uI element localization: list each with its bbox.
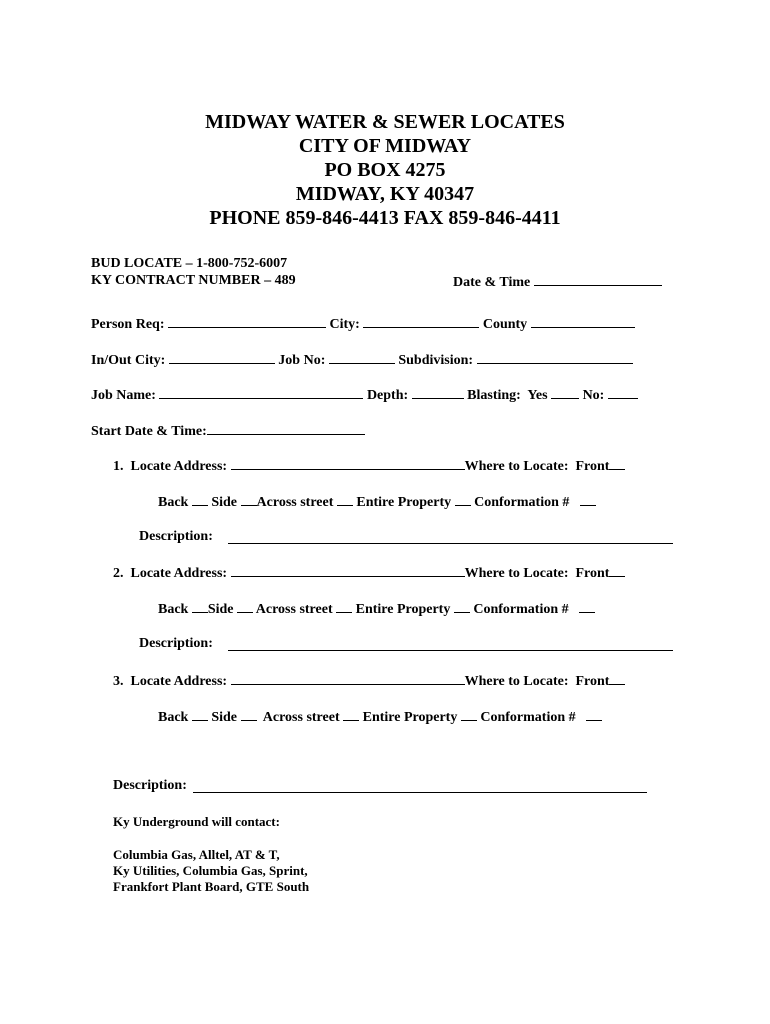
locate-2-options-row [158,600,595,618]
locate-1-entire-field[interactable] [455,493,471,506]
locate-1-side-field[interactable] [241,493,257,506]
locate-2-back-label: Back [158,602,189,617]
locate-3-back-field[interactable] [192,708,208,721]
locate-3-entire-field[interactable] [461,708,477,721]
contacts-line-2: Ky Utilities, Columbia Gas, Sprint, [113,863,308,878]
locate-3-back-label: Back [158,710,189,725]
locate-1-conformation-field[interactable] [580,493,596,506]
ky-contract-line: KY CONTRACT NUMBER – 489 [91,273,296,288]
locate-2-label: 2. Locate Address: [113,566,228,581]
locate-1-address-row [113,457,625,475]
locate-1-conformation-label: Conformation # [474,495,570,510]
depth-field[interactable] [412,386,464,399]
date-time-field[interactable] [534,273,662,286]
header-address: MIDWAY, KY 40347 [295,183,475,205]
locate-2-entire-field[interactable] [454,600,470,613]
locate-1-label: 1. Locate Address: [113,459,228,474]
locate-1-back-label: Back [158,495,189,510]
locate-3-address-field[interactable] [231,672,465,685]
job-name-label: Job Name: [91,388,156,403]
blasting-no-field[interactable] [608,386,638,399]
contacts-line-1: Columbia Gas, Alltel, AT & T, [113,847,280,862]
locate-3-label: 3. Locate Address: [113,674,228,689]
county-label: County [482,317,528,332]
in-out-city-label: In/Out City: [91,353,166,368]
locate-2-across-field[interactable] [336,600,352,613]
locate-3-across-label: Across street [262,710,340,725]
locate-1-address-field[interactable] [231,457,465,470]
date-time-row [453,273,662,291]
in-out-city-row [91,351,633,369]
header-city: CITY OF MIDWAY [298,135,472,157]
locate-1-options-row [158,493,596,511]
ky-underground-label: Ky Underground will contact: [113,814,280,829]
locate-3-across-field[interactable] [343,708,359,721]
locate-1-side-label: Side [211,495,238,510]
locate-2-address-field[interactable] [231,564,465,577]
city-label: City: [329,317,360,332]
person-req-label: Person Req: [91,317,165,332]
locate-2-description-label: Description: [139,636,213,651]
locate-3-entire-label: Entire Property [362,710,458,725]
blasting-yes-field[interactable] [551,386,579,399]
locate-1-description-label: Description: [139,529,213,544]
no-label: No: [582,388,605,403]
person-req-row [91,315,635,333]
job-name-field[interactable] [159,386,363,399]
locate-3-side-field[interactable] [241,708,257,721]
header-phone-fax: PHONE 859-846-4413 FAX 859-846-4411 [209,207,561,229]
header-po-box: PO BOX 4275 [324,159,446,181]
locate-1-back-field[interactable] [192,493,208,506]
locate-1-across-field[interactable] [337,493,353,506]
locate-2-side-label: Side [207,602,234,617]
locate-1-across-label: Across street [256,495,334,510]
contacts-line-3: Frankfort Plant Board, GTE South [113,879,310,894]
form-header [0,110,770,230]
locate-1-description-field[interactable] [228,543,673,544]
start-date-label: Start Date & Time: [91,424,207,439]
county-field[interactable] [531,315,635,328]
job-no-label: Job No: [278,353,326,368]
bud-locate-line: BUD LOCATE – 1-800-752-6007 [91,256,288,271]
locate-2-across-label: Across street [255,602,333,617]
blasting-label: Blasting: Yes [467,388,548,403]
locate-2-conformation-field[interactable] [579,600,595,613]
locate-2-conformation-label: Conformation # [473,602,569,617]
locate-3-description-label: Description: [113,778,187,793]
locate-3-address-row [113,672,625,690]
locate-2-back-field[interactable] [192,600,208,613]
depth-label: Depth: [366,388,409,403]
start-date-row [91,422,365,440]
start-date-field[interactable] [207,422,365,435]
person-req-field[interactable] [168,315,326,328]
locate-2-address-row [113,564,625,582]
locate-1-where-label: Where to Locate: Front [464,459,610,474]
date-time-label: Date & Time [453,275,531,290]
locate-2-description-field[interactable] [228,650,673,651]
locate-2-entire-label: Entire Property [355,602,451,617]
locate-3-conformation-label: Conformation # [480,710,576,725]
header-title: MIDWAY WATER & SEWER LOCATES [205,111,565,133]
locate-1-front-field[interactable] [609,457,625,470]
subdivision-label: Subdivision: [398,353,474,368]
locate-3-side-label: Side [211,710,238,725]
locate-2-where-label: Where to Locate: Front [464,566,610,581]
subdivision-field[interactable] [477,351,633,364]
city-field[interactable] [363,315,479,328]
locate-3-options-row [158,708,602,726]
locate-3-where-label: Where to Locate: Front [464,674,610,689]
job-name-row [91,386,638,404]
locate-3-front-field[interactable] [609,672,625,685]
locate-1-entire-label: Entire Property [356,495,452,510]
locate-3-description-field[interactable] [193,792,647,793]
locate-2-side-field[interactable] [237,600,253,613]
locate-2-front-field[interactable] [609,564,625,577]
job-no-field[interactable] [329,351,395,364]
locate-3-conformation-field[interactable] [586,708,602,721]
in-out-city-field[interactable] [169,351,275,364]
